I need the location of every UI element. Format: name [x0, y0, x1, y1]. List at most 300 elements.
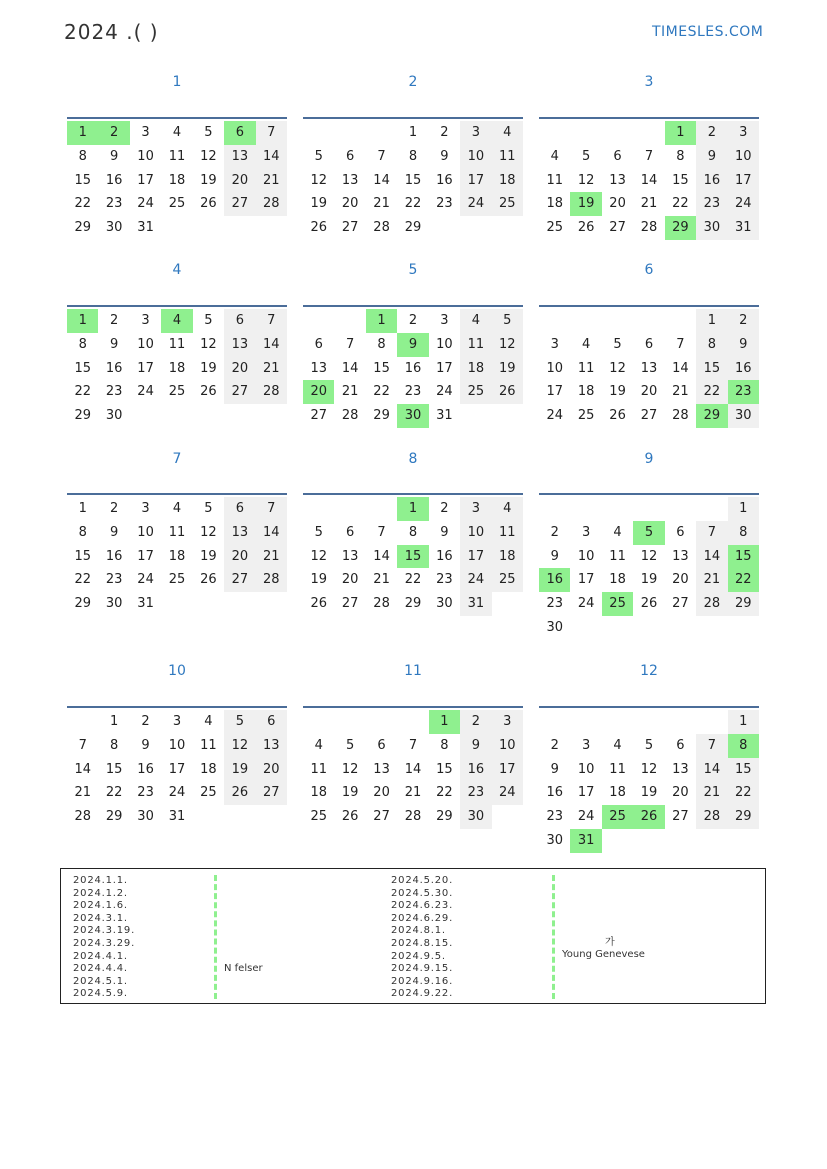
- day-cell: 5: [224, 710, 255, 734]
- day-cell: 7: [345, 336, 355, 352]
- day-cell: 27: [310, 408, 327, 424]
- day-cell: 2: [109, 501, 119, 516]
- day-cell: 21: [640, 196, 658, 212]
- month-name: 3: [644, 74, 654, 90]
- day-cell: 10: [492, 734, 523, 758]
- day-cell: 9: [728, 333, 759, 357]
- day-cell: 21: [672, 384, 689, 400]
- legend-date: 2024.1.2.: [73, 887, 128, 899]
- day-cell: 11: [310, 761, 327, 777]
- day-cell: 26: [640, 596, 658, 612]
- day-cell: 6: [377, 737, 386, 753]
- day-cell: 31: [460, 592, 491, 616]
- day-cell: 8: [377, 336, 386, 352]
- day-cell: 25: [310, 809, 327, 825]
- day-cell: 29: [74, 220, 91, 236]
- day-cell: 13: [224, 333, 255, 357]
- day-cell: 2: [550, 524, 559, 540]
- day-cell: 23: [137, 785, 154, 801]
- day-cell: 5: [204, 125, 213, 140]
- day-cell: 17: [577, 572, 595, 588]
- day-cell: 7: [408, 737, 418, 753]
- day-cell: 17: [460, 545, 491, 569]
- day-cell: 18: [200, 761, 217, 777]
- legend-date: 2024.6.29.: [391, 912, 454, 924]
- holiday-cell: 23: [728, 380, 759, 404]
- day-cell: 18: [609, 572, 626, 588]
- day-cell: 30: [105, 596, 123, 612]
- day-cell: 16: [436, 172, 453, 188]
- day-cell: 30: [546, 620, 563, 635]
- day-cell: 14: [256, 333, 287, 357]
- day-cell: 31: [728, 216, 759, 240]
- day-cell: 30: [105, 408, 123, 424]
- day-cell: 19: [200, 548, 217, 564]
- day-cell: 27: [640, 408, 658, 424]
- day-cell: 15: [105, 761, 123, 777]
- day-cell: 1: [728, 497, 759, 521]
- day-cell: 1: [696, 309, 727, 333]
- day-cell: 8: [676, 148, 685, 164]
- day-cell: 2: [141, 714, 150, 729]
- legend-date: 2024.9.15.: [391, 963, 454, 975]
- day-cell: 5: [314, 524, 323, 540]
- day-cell: 28: [341, 408, 359, 424]
- holiday-cell: 15: [397, 545, 428, 569]
- day-cell: 6: [345, 148, 355, 164]
- day-cell: 24: [168, 785, 186, 801]
- day-cell: 18: [492, 169, 523, 193]
- day-cell: 14: [256, 521, 287, 545]
- day-cell: 24: [577, 596, 595, 612]
- holiday-cell: 9: [397, 333, 428, 357]
- day-cell: 12: [310, 548, 327, 564]
- day-cell: 12: [492, 333, 523, 357]
- month-name: 8: [408, 451, 418, 467]
- day-cell: 11: [609, 761, 626, 777]
- day-cell: 29: [105, 809, 123, 825]
- day-cell: 28: [256, 192, 287, 216]
- day-cell: 24: [546, 408, 563, 424]
- day-cell: 17: [137, 172, 154, 188]
- holiday-cell: 29: [696, 404, 727, 428]
- day-cell: 28: [256, 568, 287, 592]
- day-cell: 13: [256, 734, 287, 758]
- day-cell: 21: [256, 357, 287, 381]
- day-cell: 11: [492, 521, 523, 545]
- day-cell: 6: [256, 710, 287, 734]
- day-cell: 21: [373, 196, 390, 212]
- day-cell: 23: [105, 572, 123, 588]
- day-cell: 22: [672, 196, 689, 212]
- day-cell: 3: [460, 497, 491, 521]
- day-cell: 16: [460, 758, 491, 782]
- day-cell: 28: [696, 805, 727, 829]
- day-cell: 3: [550, 336, 559, 352]
- day-cell: 25: [168, 196, 186, 212]
- day-cell: 13: [373, 761, 390, 777]
- day-cell: 12: [310, 172, 327, 188]
- day-cell: 7: [256, 309, 287, 333]
- day-cell: 10: [436, 336, 453, 352]
- day-cell: 23: [460, 781, 491, 805]
- day-cell: 29: [74, 408, 91, 424]
- day-cell: 9: [550, 548, 559, 564]
- day-cell: 3: [581, 524, 591, 540]
- day-cell: 27: [224, 192, 255, 216]
- day-cell: 3: [141, 125, 150, 140]
- day-cell: 15: [74, 360, 91, 376]
- day-cell: 22: [436, 785, 453, 801]
- day-cell: 14: [696, 758, 727, 782]
- holiday-cell: 29: [665, 216, 696, 240]
- day-cell: 26: [224, 781, 255, 805]
- legend-date: 2024.9.16.: [391, 975, 454, 987]
- day-cell: 21: [256, 545, 287, 569]
- day-cell: 11: [577, 360, 595, 376]
- day-cell: 29: [728, 592, 759, 616]
- day-cell: 8: [408, 148, 418, 164]
- day-cell: 8: [696, 333, 727, 357]
- holiday-cell: 22: [728, 568, 759, 592]
- day-cell: 8: [728, 521, 759, 545]
- month-grid: [539, 493, 759, 642]
- day-cell: 1: [78, 501, 87, 516]
- day-cell: 2: [440, 501, 449, 516]
- day-cell: 7: [377, 524, 386, 540]
- day-cell: 18: [168, 548, 186, 564]
- day-cell: 9: [696, 145, 727, 169]
- day-cell: 18: [168, 360, 186, 376]
- day-cell: 24: [492, 781, 523, 805]
- day-cell: 14: [640, 172, 658, 188]
- day-cell: 20: [341, 196, 359, 212]
- day-cell: 9: [109, 148, 119, 164]
- day-cell: 10: [728, 145, 759, 169]
- day-cell: 20: [256, 758, 287, 782]
- day-cell: 19: [640, 785, 658, 801]
- day-cell: 11: [168, 148, 186, 164]
- day-cell: 22: [74, 196, 91, 212]
- day-cell: 25: [492, 568, 523, 592]
- day-cell: 4: [460, 309, 491, 333]
- day-cell: 29: [404, 220, 422, 236]
- legend-date: 2024.3.1.: [73, 912, 128, 924]
- day-cell: 11: [460, 333, 491, 357]
- day-cell: 20: [672, 572, 689, 588]
- day-cell: 13: [341, 172, 359, 188]
- month-grid: [303, 117, 523, 266]
- day-cell: 3: [492, 710, 523, 734]
- legend-date: 2024.9.5.: [391, 950, 446, 962]
- day-cell: 6: [644, 336, 654, 352]
- day-cell: 13: [224, 521, 255, 545]
- day-cell: 4: [172, 501, 182, 516]
- day-cell: 23: [546, 596, 563, 612]
- month-name: 7: [172, 451, 182, 467]
- day-cell: 10: [137, 524, 154, 540]
- legend-date: 2024.4.4.: [73, 963, 128, 975]
- day-cell: 4: [581, 336, 591, 352]
- month-grid: [303, 706, 523, 855]
- day-cell: 6: [613, 148, 622, 164]
- day-cell: 17: [137, 360, 154, 376]
- day-cell: 21: [696, 781, 727, 805]
- day-cell: 10: [460, 145, 491, 169]
- holiday-cell: 15: [728, 545, 759, 569]
- legend-divider-left: [214, 875, 217, 999]
- day-cell: 3: [728, 121, 759, 145]
- day-cell: 19: [200, 172, 217, 188]
- day-cell: 5: [644, 737, 654, 753]
- day-cell: 21: [404, 785, 422, 801]
- day-cell: 13: [672, 761, 689, 777]
- day-cell: 24: [460, 568, 491, 592]
- day-cell: 5: [345, 737, 355, 753]
- day-cell: 30: [728, 404, 759, 428]
- day-cell: 13: [672, 548, 689, 564]
- month-name: 9: [644, 451, 654, 467]
- day-cell: 22: [373, 384, 390, 400]
- day-cell: 19: [609, 384, 626, 400]
- legend-date: 2024.3.19.: [73, 925, 136, 937]
- day-cell: 5: [204, 313, 213, 328]
- day-cell: 20: [224, 357, 255, 381]
- day-cell: 2: [728, 309, 759, 333]
- day-cell: 15: [696, 357, 727, 381]
- day-cell: 6: [314, 336, 323, 352]
- day-cell: 10: [168, 737, 186, 753]
- legend-date: 2024.9.22.: [391, 988, 454, 1000]
- day-cell: 16: [137, 761, 154, 777]
- day-cell: 26: [577, 220, 595, 236]
- day-cell: 19: [341, 785, 359, 801]
- day-cell: 5: [581, 148, 591, 164]
- month-name: 11: [404, 663, 422, 679]
- day-cell: 21: [341, 384, 359, 400]
- legend-date: 2024.1.1.: [73, 875, 128, 886]
- day-cell: 26: [200, 196, 217, 212]
- day-cell: 21: [256, 169, 287, 193]
- day-cell: 18: [609, 785, 626, 801]
- day-cell: 18: [310, 785, 327, 801]
- holiday-cell: 30: [397, 404, 428, 428]
- day-cell: 3: [141, 313, 150, 328]
- day-cell: 12: [640, 548, 658, 564]
- month-name: 10: [168, 663, 186, 679]
- day-cell: 4: [492, 497, 523, 521]
- legend-dates-left: [73, 875, 135, 1001]
- holiday-cell: 5: [633, 521, 664, 545]
- day-cell: 30: [137, 809, 154, 825]
- day-cell: 8: [78, 524, 87, 540]
- month-grid: [67, 117, 287, 266]
- day-cell: 11: [200, 737, 217, 753]
- holiday-cell: 1: [366, 309, 397, 333]
- holiday-cell: 6: [224, 121, 255, 145]
- day-cell: 19: [200, 360, 217, 376]
- day-cell: 12: [224, 734, 255, 758]
- day-cell: 22: [74, 384, 91, 400]
- day-cell: 15: [672, 172, 689, 188]
- day-cell: 4: [613, 524, 622, 540]
- day-cell: 10: [577, 548, 595, 564]
- day-cell: 14: [672, 360, 689, 376]
- holiday-cell: 4: [161, 309, 192, 333]
- day-cell: 1: [408, 125, 418, 140]
- day-cell: 17: [168, 761, 186, 777]
- day-cell: 14: [404, 761, 422, 777]
- day-cell: 30: [460, 805, 491, 829]
- month-grid: [539, 706, 759, 855]
- legend-date: 2024.6.23.: [391, 900, 454, 912]
- day-cell: 24: [137, 196, 154, 212]
- day-cell: 8: [408, 524, 418, 540]
- day-cell: 17: [460, 169, 491, 193]
- day-cell: 2: [696, 121, 727, 145]
- day-cell: 7: [644, 148, 654, 164]
- day-cell: 24: [436, 384, 453, 400]
- day-cell: 27: [341, 220, 359, 236]
- day-cell: 9: [440, 148, 449, 164]
- day-cell: 2: [440, 125, 449, 140]
- day-cell: 15: [436, 761, 453, 777]
- day-cell: 27: [224, 568, 255, 592]
- day-cell: 12: [200, 336, 217, 352]
- day-cell: 6: [224, 497, 255, 521]
- day-cell: 1: [728, 710, 759, 734]
- month-grid: [539, 117, 759, 266]
- day-cell: 13: [640, 360, 658, 376]
- day-cell: 17: [728, 169, 759, 193]
- day-cell: 30: [105, 220, 123, 236]
- day-cell: 31: [168, 809, 186, 825]
- day-cell: 25: [168, 384, 186, 400]
- day-cell: 29: [728, 805, 759, 829]
- day-cell: 4: [314, 737, 323, 753]
- site-logo[interactable]: TIMESLES.COM: [652, 24, 764, 40]
- day-cell: 12: [200, 524, 217, 540]
- month-grid: [303, 493, 523, 642]
- day-cell: 28: [696, 592, 727, 616]
- day-cell: 20: [609, 196, 626, 212]
- day-cell: 24: [137, 384, 154, 400]
- day-cell: 7: [696, 734, 727, 758]
- month-name: 4: [172, 262, 182, 278]
- day-cell: 30: [696, 216, 727, 240]
- day-cell: 18: [492, 545, 523, 569]
- holiday-cell: 1: [429, 710, 460, 734]
- day-cell: 18: [460, 357, 491, 381]
- holiday-cell: 1: [67, 121, 98, 145]
- page-title: 2024 .( ): [64, 20, 159, 44]
- day-cell: 11: [168, 524, 186, 540]
- holiday-cell: 2: [98, 121, 129, 145]
- day-cell: 27: [341, 596, 359, 612]
- day-cell: 21: [696, 568, 727, 592]
- day-cell: 2: [460, 710, 491, 734]
- day-cell: 9: [141, 737, 150, 753]
- day-cell: 15: [404, 172, 422, 188]
- day-cell: 4: [613, 737, 622, 753]
- day-cell: 9: [460, 734, 491, 758]
- day-cell: 20: [373, 785, 390, 801]
- day-cell: 26: [341, 809, 359, 825]
- day-cell: 3: [172, 714, 182, 729]
- holiday-cell: 25: [602, 805, 633, 829]
- day-cell: 10: [546, 360, 563, 376]
- holiday-cell: 20: [303, 380, 334, 404]
- day-cell: 26: [609, 408, 626, 424]
- day-cell: 25: [200, 785, 217, 801]
- legend-date: 2024.4.1.: [73, 950, 128, 962]
- day-cell: 29: [373, 408, 390, 424]
- day-cell: 12: [577, 172, 595, 188]
- holiday-cell: 25: [602, 592, 633, 616]
- day-cell: 18: [168, 172, 186, 188]
- day-cell: 26: [310, 220, 327, 236]
- day-cell: 14: [341, 360, 359, 376]
- day-cell: 20: [672, 785, 689, 801]
- day-cell: 2: [109, 313, 119, 328]
- day-cell: 28: [74, 809, 91, 825]
- day-cell: 30: [436, 596, 453, 612]
- day-cell: 19: [640, 572, 658, 588]
- day-cell: 27: [609, 220, 626, 236]
- legend-note-left: N felser: [224, 963, 263, 974]
- day-cell: 14: [696, 545, 727, 569]
- day-cell: 25: [546, 220, 563, 236]
- day-cell: 2: [408, 313, 418, 328]
- holiday-legend: [60, 868, 766, 1004]
- day-cell: 27: [256, 781, 287, 805]
- day-cell: 7: [256, 497, 287, 521]
- day-cell: 6: [676, 524, 685, 540]
- day-cell: 3: [440, 313, 449, 328]
- day-cell: 17: [577, 785, 595, 801]
- legend-date: 2024.5.1.: [73, 975, 128, 987]
- legend-date: 2024.5.30.: [391, 887, 454, 899]
- month-name: 1: [172, 74, 182, 90]
- day-cell: 29: [404, 596, 422, 612]
- holiday-cell: 1: [67, 309, 98, 333]
- holiday-cell: 16: [539, 568, 570, 592]
- day-cell: 22: [404, 572, 422, 588]
- day-cell: 12: [341, 761, 359, 777]
- day-cell: 4: [204, 714, 213, 729]
- legend-date: 2024.3.29.: [73, 937, 136, 949]
- day-cell: 5: [613, 336, 622, 352]
- day-cell: 8: [109, 737, 119, 753]
- day-cell: 31: [436, 408, 453, 424]
- day-cell: 30: [546, 833, 563, 848]
- day-cell: 16: [404, 360, 422, 376]
- day-cell: 19: [492, 357, 523, 381]
- day-cell: 18: [546, 196, 563, 212]
- day-cell: 4: [550, 148, 559, 164]
- month-grid: [303, 305, 523, 454]
- day-cell: 4: [492, 121, 523, 145]
- day-cell: 25: [577, 408, 595, 424]
- legend-note-right: Young Genevese: [562, 949, 645, 960]
- day-cell: 13: [609, 172, 626, 188]
- day-cell: 15: [728, 758, 759, 782]
- day-cell: 5: [314, 148, 323, 164]
- day-cell: 7: [78, 737, 87, 753]
- day-cell: 7: [256, 121, 287, 145]
- day-cell: 20: [224, 169, 255, 193]
- day-cell: 26: [200, 384, 217, 400]
